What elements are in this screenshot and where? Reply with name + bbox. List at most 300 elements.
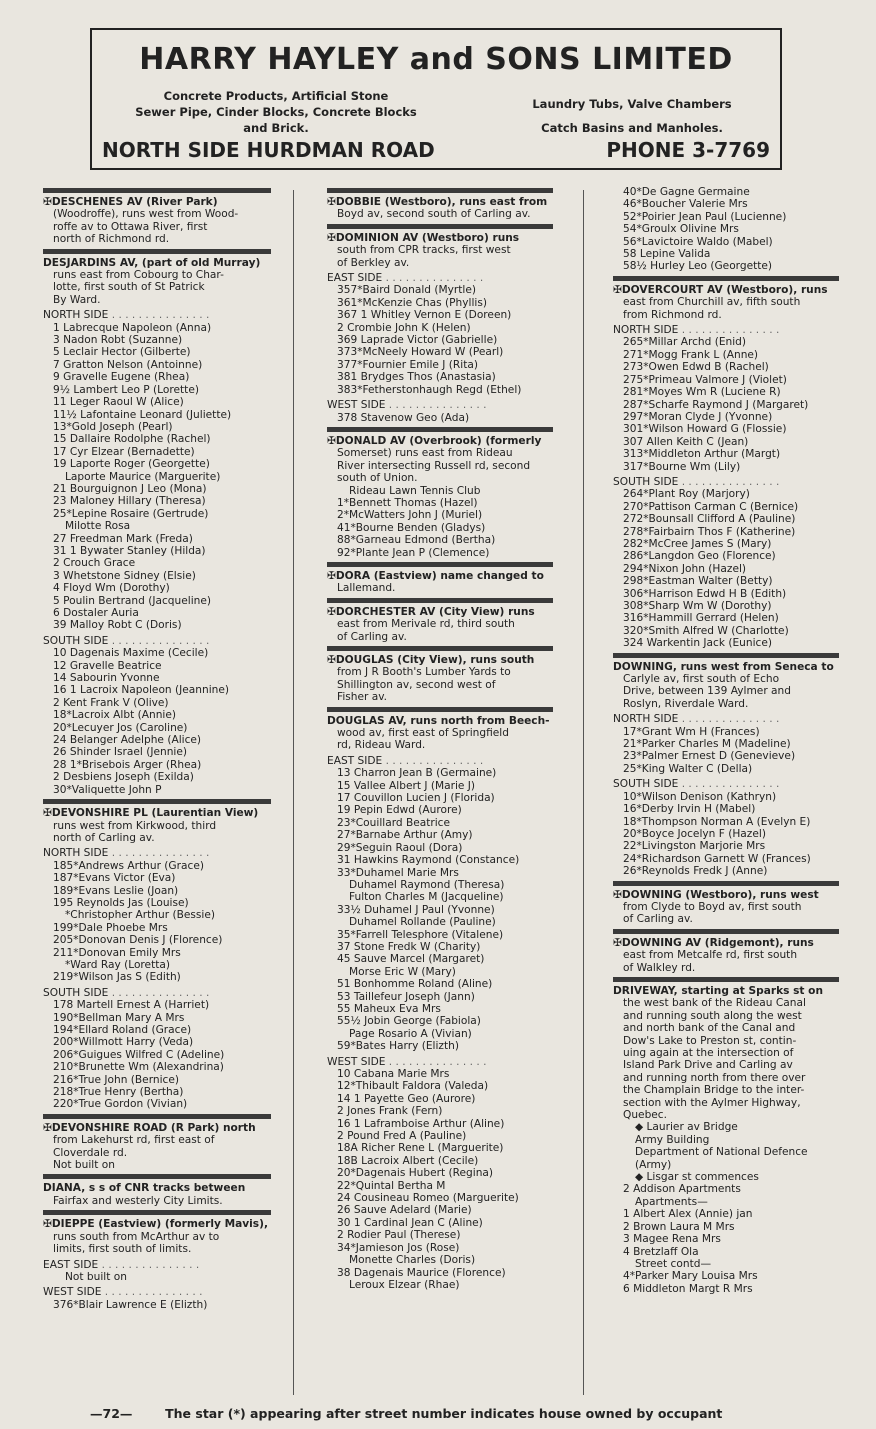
street-name: ✠DOUGLAS (City View), runs south [327, 654, 535, 666]
resident-line: 272*Bounsall Clifford A (Pauline) [623, 513, 796, 526]
resident-line: Apartments— [635, 1195, 708, 1208]
street-name: ✠DOBBIE (Westboro), runs east from [327, 196, 548, 208]
resident-line: Duhamel Rollande (Pauline) [349, 916, 496, 929]
resident-line: 18*Lacroix Albt (Annie) [53, 709, 177, 722]
resident-line: 3 Magee Rena Mrs [623, 1233, 721, 1246]
side-label [43, 1286, 271, 1298]
resident-line: 33½ Duhamel J Paul (Yvonne) [337, 903, 495, 916]
resident-line: 2 Rodier Paul (Therese) [337, 1229, 461, 1242]
street-name: DIANA, s s of CNR tracks between [43, 1182, 246, 1195]
resident-line: 317*Bourne Wm (Lily) [623, 460, 741, 473]
side-label-text: EAST SIDE [43, 1258, 99, 1271]
divider-rule [43, 1114, 271, 1119]
divider-rule [327, 562, 553, 567]
resident-line: 19 Pepin Edwd (Aurore) [337, 804, 462, 817]
leader-dots: . . . . . . . . . . . . . . . [101, 1286, 203, 1299]
side-label [327, 1056, 553, 1068]
resident-line: 3 Whetstone Sidney (Elsie) [53, 569, 196, 582]
side-label-text: SOUTH SIDE [43, 634, 109, 647]
product-line: and Brick. [243, 121, 309, 135]
street-description: east from Merivale rd, third south [337, 618, 515, 631]
resident-line: 2 Crouch Grace [53, 557, 136, 570]
side-label-text: EAST SIDE [327, 272, 383, 285]
resident-line: 10 Dagenais Maxime (Cecile) [53, 647, 209, 660]
resident-line: 25*King Walter C (Della) [623, 762, 753, 775]
street-name: ✠DOVERCOURT AV (Westboro), runs [613, 283, 828, 296]
side-label [613, 778, 839, 790]
resident-line: *Ward Ray (Loretta) [65, 958, 171, 971]
resident-line: 273*Owen Edwd B (Rachel) [623, 361, 769, 374]
divider-rule [327, 224, 553, 229]
side-label-text: SOUTH SIDE [613, 778, 679, 791]
resident-line: 31 1 Bywater Stanley (Hilda) [53, 544, 206, 557]
resident-line: 216*True John (Bernice) [53, 1073, 180, 1086]
street-entry [43, 1210, 271, 1311]
resident-line: 33*Duhamel Marie Mrs [337, 866, 459, 879]
page-number: —72— [90, 1406, 133, 1421]
resident-line: 4 Bretzlaff Ola [623, 1245, 699, 1258]
resident-line: Milotte Rosa [65, 520, 131, 533]
resident-line: 92*Plante Jean P (Clemence) [337, 546, 490, 559]
product-line: Concrete Products, Artificial Stone [163, 89, 389, 103]
street-description: rd, Rideau Ward. [337, 739, 426, 752]
leader-dots: . . . . . . . . . . . . . . . [385, 1055, 487, 1068]
resident-line: 301*Wilson Howard G (Flossie) [623, 423, 787, 436]
resident-line: 1 Albert Alex (Annie) jan [623, 1208, 753, 1221]
street-name: DRIVEWAY, starting at Sparks st on [613, 984, 824, 997]
resident-line: 6 Middleton Margt R Mrs [623, 1282, 753, 1295]
street-description: Cloverdale rd. [53, 1146, 128, 1159]
resident-line: 38 Dagenais Maurice (Florence) [337, 1266, 506, 1279]
street-entry [327, 598, 553, 643]
resident-line: 14 1 Payette Geo (Aurore) [337, 1092, 476, 1105]
resident-line: 51 Bonhomme Roland (Aline) [337, 978, 493, 991]
company-name: HARRY HAYLEY and SONS LIMITED [139, 42, 733, 77]
product-line: Catch Basins and Manholes. [541, 121, 723, 135]
street-name: DESJARDINS AV, (part of old Murray) [43, 256, 261, 269]
resident-line: 189*Evans Leslie (Joan) [53, 884, 179, 897]
leader-dots: . . . . . . . . . . . . . . . [385, 399, 487, 412]
resident-line: 361*McKenzie Chas (Phyllis) [337, 296, 487, 309]
resident-line: 313*Middleton Arthur (Margt) [623, 448, 781, 461]
leader-dots: . . . . . . . . . . . . . . . [678, 475, 780, 488]
resident-line: 278*Fairbairn Thos F (Katherine) [623, 525, 796, 538]
street-name: DOUGLAS AV, runs north from Beech- [327, 714, 550, 727]
resident-line: 297*Moran Clyde J (Yvonne) [623, 410, 773, 423]
resident-line: 58½ Hurley Leo (Georgette) [623, 260, 773, 273]
street-description: south of Union. [337, 472, 418, 485]
resident-line: 16 1 Lacroix Napoleon (Jeannine) [53, 684, 230, 697]
resident-line: 320*Smith Alfred W (Charlotte) [623, 624, 789, 637]
resident-line: 187*Evans Victor (Eva) [53, 872, 176, 885]
street-description: east from Churchill av, fifth south [623, 296, 801, 309]
side-label-text: SOUTH SIDE [613, 475, 679, 488]
street-description: north of Carling av. [53, 831, 155, 844]
resident-line: 383*Fetherstonhaugh Regd (Ethel) [337, 383, 522, 396]
resident-line: 21 Bourguignon J Leo (Mona) [53, 482, 207, 495]
leader-dots: . . . . . . . . . . . . . . . [108, 634, 210, 647]
resident-line: Morse Eric W (Mary) [349, 965, 456, 978]
resident-line: 13*Gold Joseph (Pearl) [53, 420, 173, 433]
resident-line: 52*Poirier Jean Paul (Lucienne) [623, 210, 787, 223]
resident-line: 271*Mogg Frank L (Anne) [623, 348, 759, 361]
resident-line: 21*Parker Charles M (Madeline) [623, 738, 791, 751]
resident-line: 55½ Jobin George (Fabiola) [337, 1015, 481, 1028]
resident-line: 2 Kent Frank V (Olive) [53, 696, 169, 709]
street-description: of Walkley rd. [623, 961, 696, 974]
page-footer [90, 1406, 840, 1421]
resident-line: 23*Couillard Beatrice [337, 816, 451, 829]
side-label-text: WEST SIDE [43, 1286, 102, 1299]
products-left [106, 88, 446, 136]
resident-line: 2 Crombie John K (Helen) [337, 321, 471, 334]
street-name: ✠DEVONSHIRE ROAD (R Park) north [43, 1121, 256, 1134]
resident-line: Fulton Charles M (Jacqueline) [349, 891, 504, 904]
resident-line: 378 Stavenow Geo (Ada) [337, 411, 470, 424]
leader-dots: . . . . . . . . . . . . . . . [678, 324, 780, 337]
resident-line: 22*Livingston Marjorie Mrs [623, 840, 766, 853]
resident-line: 40*De Gagne Germaine [623, 186, 750, 198]
resident-line: 18A Richer Rene L (Marguerite) [337, 1142, 504, 1155]
divider-rule [613, 881, 839, 886]
advertisement-box [90, 28, 782, 170]
resident-line: 219*Wilson Jas S (Edith) [53, 971, 181, 984]
company-phone: PHONE 3-7769 [606, 138, 770, 162]
resident-line: *Christopher Arthur (Bessie) [65, 909, 215, 922]
street-description: of Carling av. [623, 913, 693, 926]
street-description: Roslyn, Riverdale Ward. [623, 697, 749, 710]
street-description: By Ward. [53, 293, 101, 306]
street-description: Carlyle av, first south of Echo [623, 673, 780, 686]
street-name: ✠DOWNING AV (Ridgemont), runs [613, 936, 814, 949]
side-label-text: EAST SIDE [327, 754, 383, 767]
resident-line: 18*Thompson Norman A (Evelyn E) [623, 815, 811, 828]
side-label [613, 476, 839, 488]
resident-line: 308*Sharp Wm W (Dorothy) [623, 600, 772, 612]
column-divider [293, 190, 294, 1395]
leader-dots: . . . . . . . . . . . . . . . [678, 778, 780, 791]
divider-rule [327, 188, 553, 193]
resident-line: 46*Boucher Valerie Mrs [623, 198, 748, 211]
divider-rule [43, 799, 271, 804]
resident-line: Page Rosario A (Vivian) [349, 1027, 472, 1040]
resident-line: 211*Donovan Emily Mrs [53, 946, 181, 959]
directory-column-2 [327, 186, 553, 1294]
resident-line: 2*McWatters John J (Muriel) [337, 509, 483, 522]
resident-line: 185*Andrews Arthur (Grace) [53, 859, 204, 872]
resident-line: 2 Jones Frank (Fern) [337, 1105, 443, 1118]
street-name: ✠DONALD AV (Overbrook) (formerly [327, 434, 542, 447]
resident-line: 275*Primeau Valmore J (Violet) [623, 373, 787, 386]
resident-line: 12 Gravelle Beatrice [53, 659, 162, 672]
resident-line: 30 1 Cardinal Jean C (Aline) [337, 1216, 483, 1229]
resident-line: 26 Shinder Israel (Jennie) [53, 746, 188, 759]
street-entry [327, 224, 553, 424]
leader-dots: . . . . . . . . . . . . . . . [108, 847, 210, 860]
street-entry [43, 249, 271, 796]
resident-line: Army Building [635, 1133, 710, 1146]
resident-line: 195 Reynolds Jas (Louise) [53, 896, 189, 909]
divider-rule [43, 188, 271, 193]
street-description: limits, first south of limits. [53, 1243, 192, 1256]
street-name: ✠DEVONSHIRE PL (Laurentian View) [43, 807, 259, 820]
street-description: north of Richmond rd. [53, 233, 170, 246]
column-divider [583, 190, 584, 1395]
resident-line: 27*Barnabe Arthur (Amy) [337, 829, 473, 842]
resident-line: 316*Hammill Gerrard (Helen) [623, 612, 779, 625]
resident-line: 12*Thibault Faldora (Valeda) [337, 1080, 489, 1093]
street-description: wood av, first east of Springfield [337, 727, 509, 740]
resident-line: 26 Sauve Adelard (Marie) [337, 1204, 472, 1217]
divider-rule [613, 977, 839, 982]
street-entry [43, 1114, 271, 1172]
resident-line: 373*McNeely Howard W (Pearl) [337, 346, 504, 359]
resident-line: 10 Cabana Marie Mrs [337, 1068, 450, 1080]
resident-line: 11 Leger Raoul W (Alice) [53, 396, 184, 409]
resident-line: 2 Desbiens Joseph (Exilda) [53, 771, 194, 784]
street-description: section with the Aylmer Highway, [623, 1096, 801, 1109]
resident-line: 282*McCree James S (Mary) [623, 537, 772, 550]
resident-line: 17 Cyr Elzear (Bernadette) [53, 445, 195, 458]
divider-rule [613, 929, 839, 934]
resident-line: 200*Willmott Harry (Veda) [53, 1036, 194, 1049]
street-description: and running north from there over [623, 1071, 806, 1084]
resident-line: 306*Harrison Edwd H B (Edith) [623, 587, 787, 600]
resident-line: 2 Brown Laura M Mrs [623, 1220, 735, 1233]
directory-column-3 [613, 186, 839, 1298]
street-description: runs east from Cobourg to Char- [53, 269, 224, 282]
resident-line: 199*Dale Phoebe Mrs [53, 921, 168, 934]
street-entry [43, 1174, 271, 1207]
resident-line: 15 Dallaire Rodolphe (Rachel) [53, 433, 211, 446]
side-label-text: NORTH SIDE [43, 847, 109, 860]
street-description: (Woodroffe), runs west from Wood- [53, 208, 239, 221]
street-description: south from CPR tracks, first west [337, 244, 511, 257]
resident-line: 281*Moyes Wm R (Luciene R) [623, 386, 781, 399]
resident-line: 24 Belanger Adelphe (Alice) [53, 734, 202, 747]
resident-line: 31 Hawkins Raymond (Constance) [337, 854, 520, 867]
resident-line: ◆ Laurier av Bridge [635, 1121, 738, 1134]
resident-line: Not built on [65, 1270, 127, 1283]
street-description: from Lakehurst rd, first east of [53, 1134, 215, 1147]
resident-line: 265*Millar Archd (Enid) [623, 336, 747, 349]
street-description: of Berkley av. [337, 256, 410, 269]
street-entry [43, 799, 271, 1111]
resident-line: 34*Jamieson Jos (Rose) [337, 1241, 460, 1254]
street-description: Island Park Drive and Carling av [623, 1059, 793, 1072]
leader-dots: . . . . . . . . . . . . . . . [108, 986, 210, 999]
resident-line: 20*Lecuyer Jos (Caroline) [53, 721, 188, 734]
resident-line: Laporte Maurice (Marguerite) [65, 470, 221, 483]
footer-note: The star (*) appearing after street number indicates house owned by occupant [165, 1406, 723, 1421]
street-entry [327, 707, 553, 1292]
resident-line: 22*Quintal Bertha M [337, 1179, 446, 1192]
street-description: east from Metcalfe rd, first south [623, 949, 798, 962]
resident-line: 220*True Gordon (Vivian) [53, 1098, 188, 1111]
resident-line: 45 Sauve Marcel (Margaret) [337, 953, 485, 966]
resident-line: 9½ Lambert Leo P (Lorette) [53, 383, 199, 396]
street-description: Quebec. [623, 1109, 668, 1122]
resident-line: 205*Donovan Denis J (Florence) [53, 934, 223, 947]
resident-line: 23 Maloney Hillary (Theresa) [53, 495, 206, 508]
divider-rule [327, 707, 553, 712]
resident-line: 287*Scharfe Raymond J (Margaret) [623, 398, 809, 411]
side-label [327, 755, 553, 767]
resident-line: 53 Taillefeur Joseph (Jann) [337, 990, 475, 1003]
street-entry [613, 186, 839, 273]
street-entry [327, 562, 553, 595]
street-entry [43, 188, 271, 246]
street-description: River intersecting Russell rd, second [337, 459, 531, 472]
resident-line: 381 Brydges Thos (Anastasia) [337, 371, 496, 384]
side-label-text: NORTH SIDE [43, 309, 109, 322]
leader-dots: . . . . . . . . . . . . . . . [98, 1258, 200, 1271]
side-label [327, 272, 553, 284]
leader-dots: . . . . . . . . . . . . . . . [108, 309, 210, 322]
resident-line: 1*Bennett Thomas (Hazel) [337, 496, 478, 509]
street-description: Not built on [53, 1159, 115, 1172]
divider-rule [613, 276, 839, 281]
resident-line: 55 Maheux Eva Mrs [337, 1002, 441, 1015]
resident-line: 59*Bates Harry (Elizth) [337, 1040, 459, 1053]
side-label [43, 987, 271, 999]
resident-line: 377*Fournier Emile J (Rita) [337, 358, 478, 371]
street-entry [613, 977, 839, 1295]
resident-line: 28 1*Brisebois Arger (Rhea) [53, 758, 202, 771]
resident-line: 264*Plant Roy (Marjory) [623, 488, 750, 501]
resident-line: 4*Parker Mary Louisa Mrs [623, 1270, 758, 1283]
products-right [502, 92, 762, 140]
divider-rule [43, 1210, 271, 1215]
resident-line: 218*True Henry (Bertha) [53, 1086, 184, 1099]
resident-line: Department of National Defence [635, 1146, 808, 1159]
resident-line: 2 Addison Apartments [623, 1183, 741, 1196]
resident-line: 298*Eastman Walter (Betty) [623, 575, 773, 588]
resident-line: 15 Vallee Albert J (Marie J) [337, 779, 476, 792]
resident-line: 376*Blair Lawrence E (Elizth) [53, 1298, 208, 1311]
resident-line: 16*Derby Irvin H (Mabel) [623, 803, 756, 816]
street-description: Dow's Lake to Preston st, contin- [623, 1034, 797, 1047]
side-label-text: NORTH SIDE [613, 324, 679, 337]
resident-line: 30*Valiquette John P [53, 783, 162, 796]
resident-line: Street contd— [635, 1257, 712, 1270]
resident-line: (Army) [635, 1158, 672, 1171]
side-label-text: WEST SIDE [327, 1055, 386, 1068]
resident-line: 324 Warkentin Jack (Eunice) [623, 637, 773, 650]
resident-line: 3 Nadon Robt (Suzanne) [53, 334, 183, 347]
leader-dots: . . . . . . . . . . . . . . . [678, 713, 780, 726]
divider-rule [327, 646, 553, 651]
resident-line: 41*Bourne Benden (Gladys) [337, 521, 486, 534]
resident-line: 39 Malloy Robt C (Doris) [53, 619, 182, 632]
resident-line: 5 Poulin Bertrand (Jacqueline) [53, 594, 212, 607]
divider-rule [43, 1174, 271, 1179]
resident-line: 1 Labrecque Napoleon (Anna) [53, 321, 212, 334]
side-label [613, 713, 839, 725]
resident-line: 206*Guigues Wilfred C (Adeline) [53, 1048, 225, 1061]
resident-line: 2 Pound Fred A (Pauline) [337, 1130, 467, 1143]
resident-line: 270*Pattison Carman C (Bernice) [623, 500, 799, 513]
street-name: DOWNING, runs west from Seneca to [613, 660, 834, 673]
product-line: Laundry Tubs, Valve Chambers [532, 97, 732, 111]
street-description: from Clyde to Boyd av, first south [623, 900, 802, 913]
resident-line: 19 Laporte Roger (Georgette) [53, 458, 210, 471]
street-description: from J R Booth's Lumber Yards to [337, 666, 511, 679]
resident-line: 11½ Lafontaine Leonard (Juliette) [53, 408, 232, 421]
resident-line: 210*Brunette Wm (Alexandrina) [53, 1061, 224, 1074]
street-description: runs west from Kirkwood, third [53, 819, 217, 832]
company-address: NORTH SIDE HURDMAN ROAD [102, 138, 435, 162]
resident-line: Duhamel Raymond (Theresa) [349, 878, 505, 891]
resident-line: 17 Couvillon Lucien J (Florida) [337, 792, 495, 805]
resident-line: 286*Langdon Geo (Florence) [623, 550, 776, 563]
street-name: ✠DORCHESTER AV (City View) runs [327, 605, 535, 618]
resident-line: 307 Allen Keith C (Jean) [623, 435, 749, 448]
street-entry [613, 929, 839, 974]
resident-line: 13 Charron Jean B (Germaine) [337, 767, 497, 780]
street-description: roffe av to Ottawa River, first [53, 220, 208, 233]
resident-line: 14 Sabourin Yvonne [53, 672, 160, 685]
street-description: Boyd av, second south of Carling av. [337, 208, 531, 221]
street-description: from Richmond rd. [623, 308, 722, 321]
side-label-text: NORTH SIDE [613, 713, 679, 726]
divider-rule [43, 249, 271, 254]
resident-line: 24 Cousineau Romeo (Marguerite) [337, 1192, 519, 1205]
street-description: the west bank of the Rideau Canal [623, 997, 806, 1010]
side-label [43, 847, 271, 859]
resident-line: 58 Lepine Valida [623, 248, 711, 261]
street-name: ✠DOWNING (Westboro), runs west [613, 888, 819, 901]
product-line: Sewer Pipe, Cinder Blocks, Concrete Blocks [135, 105, 417, 119]
resident-line: 9 Gravelle Eugene (Rhea) [53, 371, 190, 384]
street-description: and running south along the west [623, 1009, 802, 1022]
resident-line: 194*Ellard Roland (Grace) [53, 1024, 192, 1036]
resident-line: 29*Seguin Raoul (Dora) [337, 841, 463, 854]
street-description: Drive, between 139 Aylmer and [623, 685, 791, 698]
resident-line: 24*Richardson Garnett W (Frances) [623, 852, 811, 865]
side-label [43, 1259, 271, 1271]
side-label [43, 309, 271, 321]
street-entry [327, 427, 553, 559]
resident-line: 6 Dostaler Auria [53, 607, 139, 619]
side-label [43, 635, 271, 647]
resident-line: 20*Dagenais Hubert (Regina) [337, 1167, 494, 1180]
resident-line: 178 Martell Ernest A (Harriet) [53, 999, 210, 1012]
resident-line: 369 Laprade Victor (Gabrielle) [337, 334, 498, 347]
resident-line: ◆ Lisgar st commences [635, 1171, 759, 1184]
resident-line: 16 1 Laframboise Arthur (Aline) [337, 1117, 505, 1130]
resident-line: 190*Bellman Mary A Mrs [53, 1011, 185, 1024]
side-label [613, 324, 839, 336]
street-description: of Carling av. [337, 630, 407, 643]
side-label-text: SOUTH SIDE [43, 986, 109, 999]
divider-rule [613, 653, 839, 658]
resident-line: Leroux Elzear (Rhae) [349, 1278, 460, 1291]
side-label [327, 399, 553, 411]
street-entry [327, 188, 553, 221]
resident-line: 88*Garneau Edmond (Bertha) [337, 534, 496, 547]
street-description: the Champlain Bridge to the inter- [623, 1084, 805, 1097]
resident-line: 26*Reynolds Fredk J (Anne) [623, 865, 768, 878]
resident-line: Rideau Lawn Tennis Club [349, 484, 481, 497]
resident-line: 54*Groulx Olivine Mrs [623, 223, 739, 236]
resident-line: 35*Farrell Telesphore (Vitalene) [337, 928, 504, 941]
resident-line: 7 Gratton Nelson (Antoinne) [53, 358, 203, 371]
resident-line: 5 Leclair Hector (Gilberte) [53, 346, 191, 359]
resident-line: 17*Grant Wm H (Frances) [623, 725, 760, 738]
street-description: uing again at the intersection of [623, 1047, 794, 1059]
resident-line: 25*Lepine Rosaire (Gertrude) [53, 507, 209, 520]
